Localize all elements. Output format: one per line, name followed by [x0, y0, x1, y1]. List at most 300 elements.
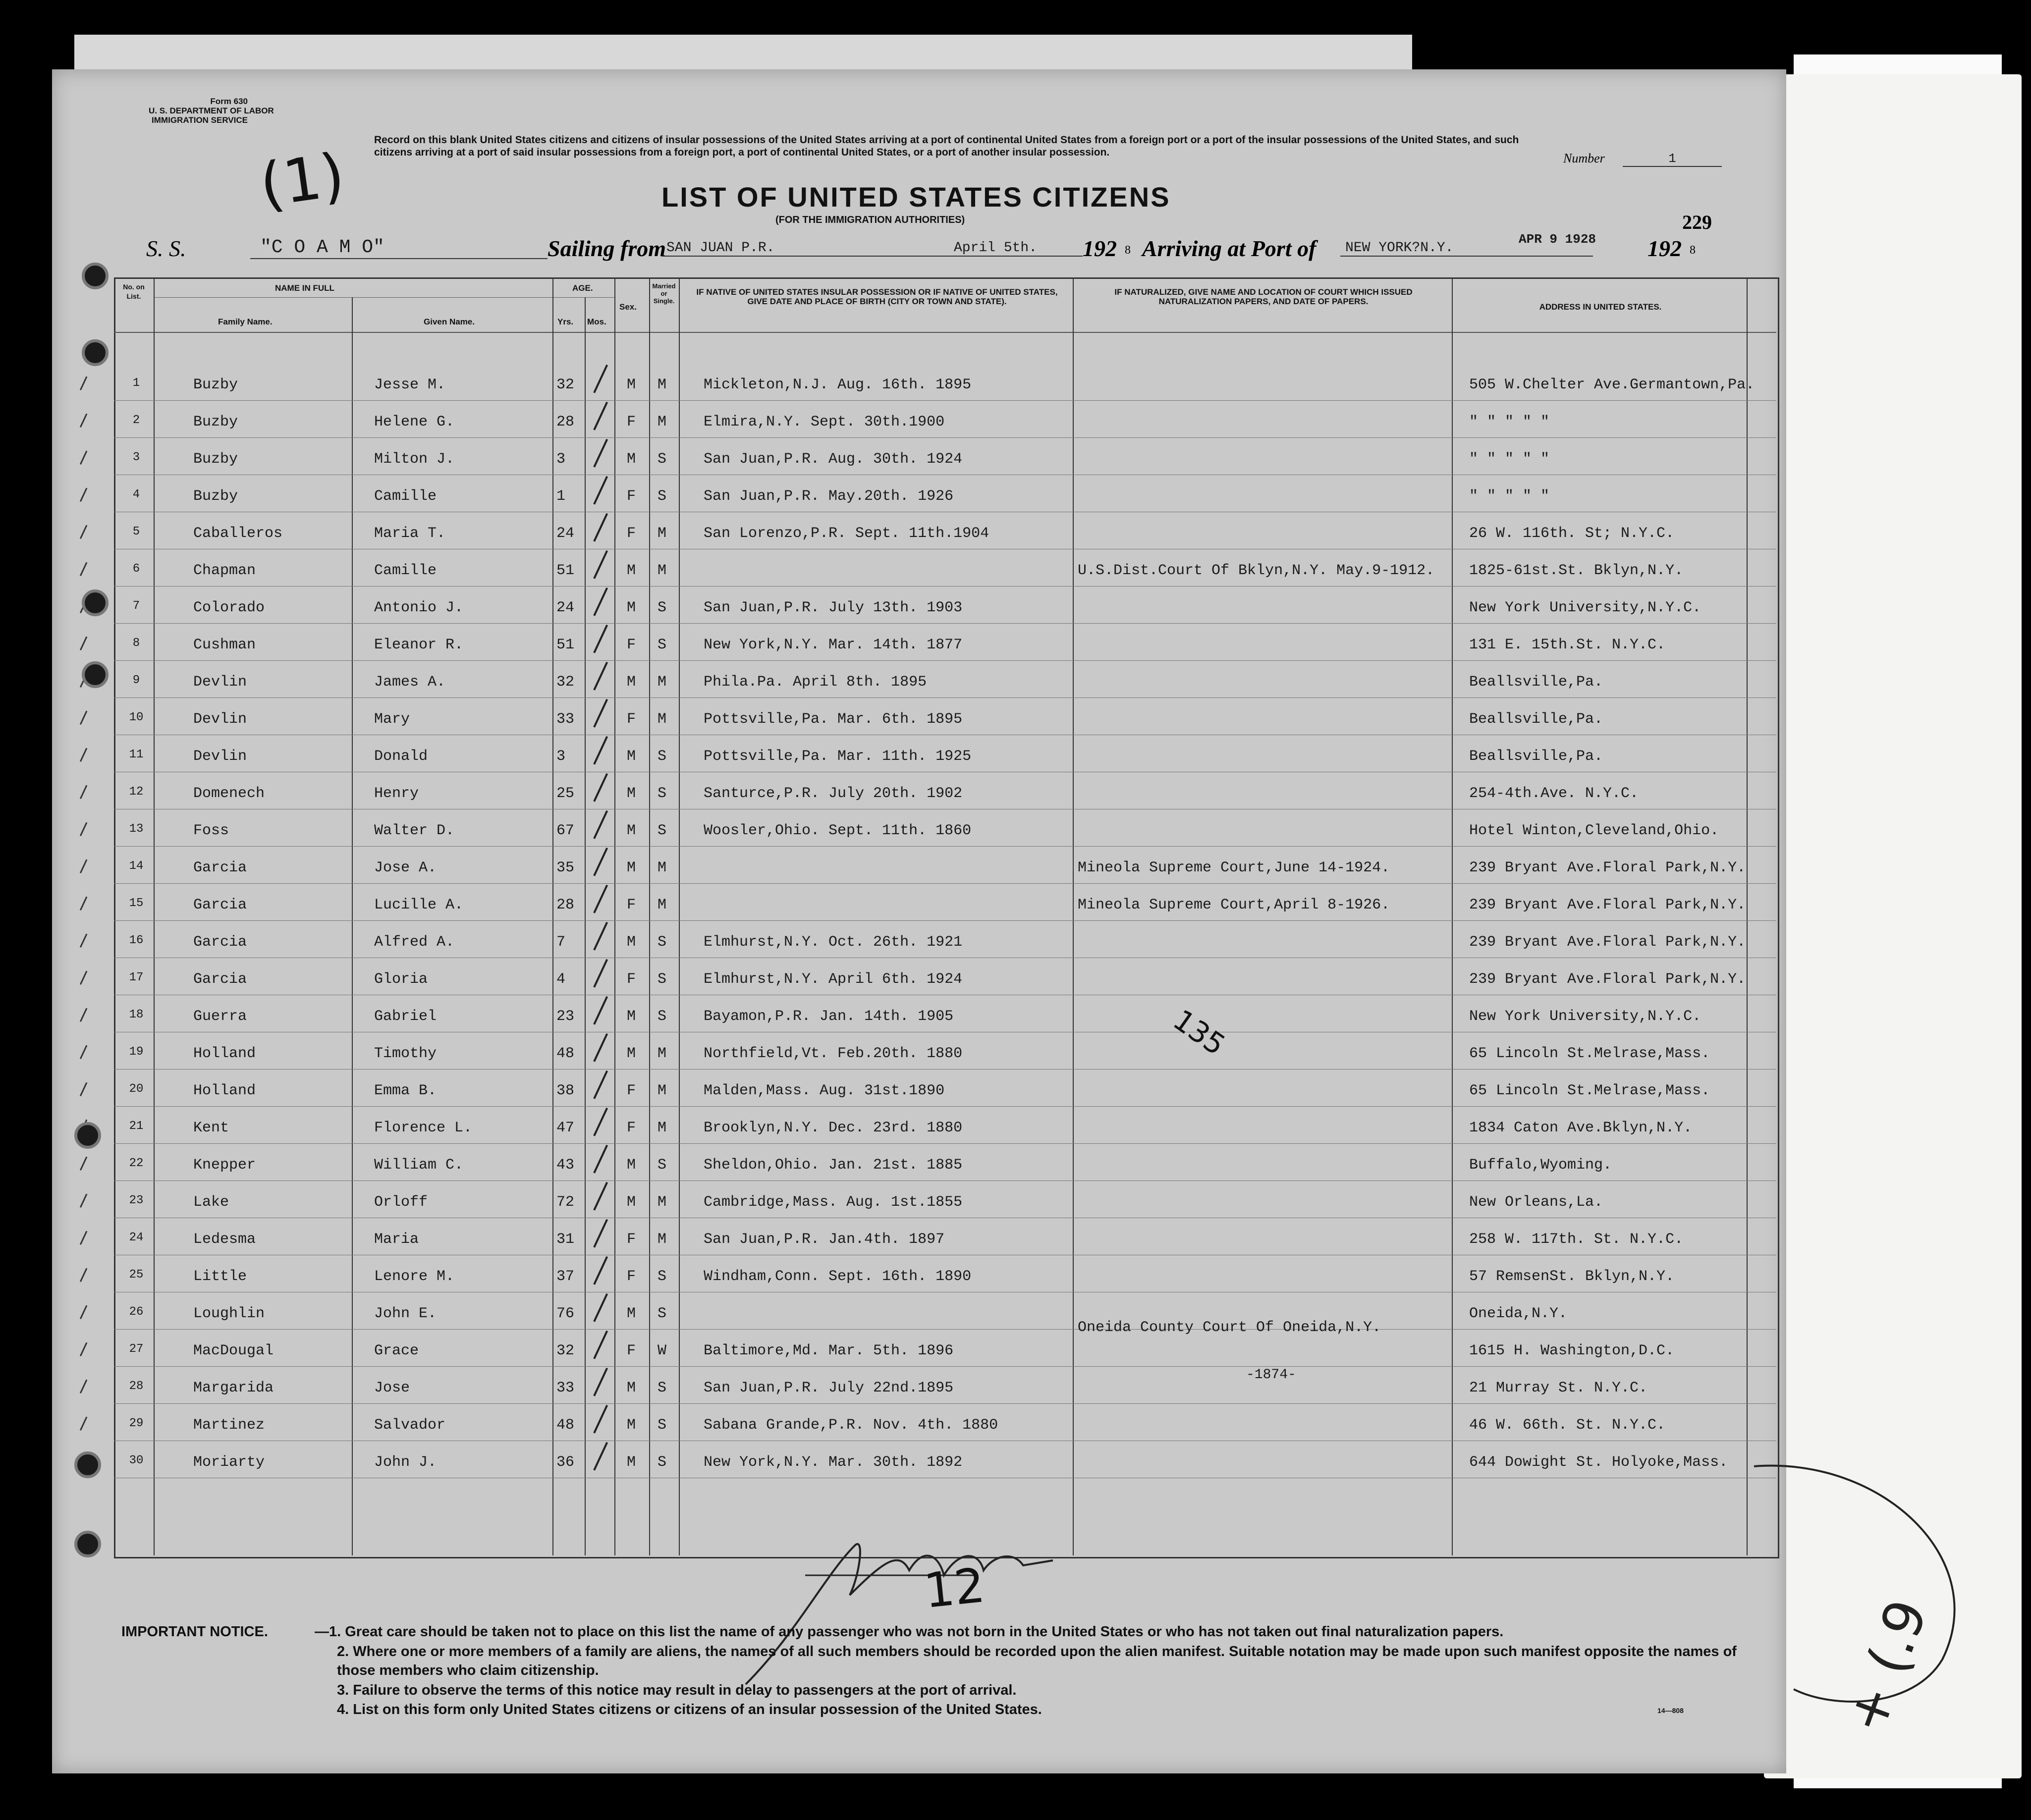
given-name: Timothy: [374, 1045, 437, 1062]
sex: M: [627, 1157, 636, 1174]
age-years: 24: [556, 525, 575, 542]
notice-item-4: 4. List on this form only United States citizens or citizens of an insular possession of the United States.: [337, 1702, 1042, 1717]
given-name: Lenore M.: [374, 1268, 455, 1285]
row-rule: [114, 1403, 1776, 1404]
row-number: 6: [132, 562, 140, 576]
row-rule: [114, 1366, 1776, 1367]
address: 239 Bryant Ave.Floral Park,N.Y.: [1469, 934, 1746, 951]
marital-status: S: [658, 1157, 667, 1174]
birth-place-date: Elmira,N.Y. Sept. 30th.1900: [704, 414, 945, 430]
marital-status: S: [658, 637, 667, 653]
address: Oneida,N.Y.: [1469, 1305, 1568, 1322]
row-number: 18: [129, 1008, 144, 1021]
given-name: Henry: [374, 785, 419, 802]
naturalization-court: U.S.Dist.Court Of Bklyn,N.Y. May.9-1912.: [1078, 562, 1435, 579]
birth-place-date: San Juan,P.R. Jan.4th. 1897: [704, 1231, 945, 1248]
birth-place-date: Woosler,Ohio. Sept. 11th. 1860: [704, 822, 972, 839]
row-number: 10: [129, 711, 144, 724]
row-number: 12: [129, 785, 144, 799]
sex: M: [627, 562, 636, 579]
given-name: Jose: [374, 1380, 410, 1396]
year-label-1: 192: [1083, 236, 1117, 261]
birth-place-date: Northfield,Vt. Feb.20th. 1880: [704, 1045, 963, 1062]
marital-status: S: [658, 1380, 667, 1396]
marital-status: M: [658, 414, 667, 430]
form-info: [149, 97, 274, 125]
page-subtitle: (FOR THE IMMIGRATION AUTHORITIES): [775, 214, 965, 225]
address: 131 E. 15th.St. N.Y.C.: [1469, 637, 1666, 653]
row-rule: [114, 883, 1776, 884]
address: New Orleans,La.: [1469, 1194, 1603, 1211]
birth-place-date: Elmhurst,N.Y. April 6th. 1924: [704, 971, 963, 988]
margin-tick: [72, 893, 88, 910]
sex: M: [627, 451, 636, 468]
birth-place-date: Pottsville,Pa. Mar. 11th. 1925: [704, 748, 972, 765]
marital-status: M: [658, 376, 667, 393]
margin-tick: [72, 856, 88, 873]
sex: F: [627, 525, 636, 542]
sex: M: [627, 934, 636, 951]
age-years: 35: [556, 859, 575, 876]
row-rule: [114, 623, 1776, 624]
row-rule: [114, 1180, 1776, 1181]
given-name: John E.: [374, 1305, 437, 1322]
naturalization-court: Oneida County Court Of Oneida,N.Y.: [1078, 1319, 1381, 1336]
family-name: Garcia: [193, 897, 247, 913]
family-name: Buzby: [193, 451, 238, 468]
marital-status: S: [658, 1008, 667, 1025]
family-name: Caballeros: [193, 525, 283, 542]
birth-place-date: Sabana Grande,P.R. Nov. 4th. 1880: [704, 1417, 998, 1434]
margin-tick: [72, 1376, 88, 1393]
binder-hole: [74, 1531, 101, 1557]
sex: F: [627, 488, 636, 505]
given-name: John J.: [374, 1454, 437, 1471]
given-name: Florence L.: [374, 1120, 473, 1136]
row-number: 19: [129, 1045, 144, 1059]
col-line: [154, 277, 155, 1555]
address: 239 Bryant Ave.Floral Park,N.Y.: [1469, 859, 1746, 876]
sex: M: [627, 859, 636, 876]
row-number: 5: [132, 525, 140, 538]
age-years: 67: [556, 822, 575, 839]
age-years: 33: [556, 1380, 575, 1396]
binder-hole: [74, 1451, 101, 1478]
row-number: 1: [132, 376, 140, 390]
margin-tick: [72, 484, 88, 502]
marital-status: S: [658, 1417, 667, 1434]
header-divider-line: [114, 332, 1776, 333]
birth-place-date: Mickleton,N.J. Aug. 16th. 1895: [704, 376, 972, 393]
sex: M: [627, 1454, 636, 1471]
given-name: Alfred A.: [374, 934, 455, 951]
row-number: 21: [129, 1120, 144, 1133]
col-header-given: Given Name.: [424, 317, 475, 326]
given-name: Donald: [374, 748, 428, 765]
marital-status: M: [658, 1120, 667, 1136]
row-number: 4: [132, 488, 140, 501]
birth-place-date: Santurce,P.R. July 20th. 1902: [704, 785, 963, 802]
sex: M: [627, 1008, 636, 1025]
row-number: 17: [129, 971, 144, 984]
age-years: 48: [556, 1045, 575, 1062]
margin-tick: [72, 744, 88, 762]
age-years: 23: [556, 1008, 575, 1025]
address: Beallsville,Pa.: [1469, 674, 1603, 691]
arrival-port: NEW YORK?N.Y.: [1340, 240, 1593, 257]
given-name: Maria: [374, 1231, 419, 1248]
family-name: Cushman: [193, 637, 256, 653]
year-digit-1: 8: [1125, 244, 1131, 257]
family-name: Garcia: [193, 971, 247, 988]
address: 258 W. 117th. St. N.Y.C.: [1469, 1231, 1684, 1248]
margin-tick: [72, 1041, 88, 1059]
sex: M: [627, 785, 636, 802]
margin-handwriting: + (.9: [1833, 1591, 1940, 1742]
row-number: 16: [129, 934, 144, 947]
row-number: 9: [132, 674, 140, 687]
marital-status: S: [658, 1454, 667, 1471]
row-number: 15: [129, 897, 144, 910]
row-number: 24: [129, 1231, 144, 1244]
family-name: Chapman: [193, 562, 256, 579]
margin-tick: [72, 447, 88, 465]
row-number: 27: [129, 1342, 144, 1356]
age-years: 28: [556, 414, 575, 430]
sex: F: [627, 1082, 636, 1099]
address: 65 Lincoln St.Melrase,Mass.: [1469, 1045, 1710, 1062]
age-years: 3: [556, 451, 566, 468]
binder-hole: [82, 661, 109, 688]
arriving-label: Arriving at Port of: [1142, 236, 1317, 261]
age-years: 38: [556, 1082, 575, 1099]
birth-place-date: Phila.Pa. April 8th. 1895: [704, 674, 927, 691]
age-years: 4: [556, 971, 566, 988]
birth-place-date: Malden,Mass. Aug. 31st.1890: [704, 1082, 945, 1099]
family-name: Guerra: [193, 1008, 247, 1025]
sex: F: [627, 711, 636, 728]
sex: M: [627, 1417, 636, 1434]
sex: M: [627, 1045, 636, 1062]
margin-tick: [72, 781, 88, 799]
address: 46 W. 66th. St. N.Y.C.: [1469, 1417, 1666, 1434]
family-name: Knepper: [193, 1157, 256, 1174]
handwritten-12: 12: [921, 1557, 988, 1619]
col-header-yrs: Yrs.: [557, 317, 574, 326]
col-header-family: Family Name.: [218, 317, 273, 326]
col-header-sex: Sex.: [619, 302, 637, 312]
page-number: 229: [1682, 211, 1712, 233]
sex: F: [627, 414, 636, 430]
address: 57 RemsenSt. Bklyn,N.Y.: [1469, 1268, 1675, 1285]
address: 21 Murray St. N.Y.C.: [1469, 1380, 1648, 1396]
sex: M: [627, 1380, 636, 1396]
family-name: Little: [193, 1268, 247, 1285]
year-label-2: 192: [1647, 236, 1682, 261]
given-name: Camille: [374, 488, 437, 505]
marital-status: M: [658, 1231, 667, 1248]
family-name: Foss: [193, 822, 229, 839]
birth-place-date: Brooklyn,N.Y. Dec. 23rd. 1880: [704, 1120, 963, 1136]
row-number: 7: [132, 599, 140, 613]
notice-item-1: —1. Great care should be taken not to place on this list the name of any passenger who was not born in the United States or who has not taken out final naturalization papers.: [315, 1624, 1504, 1640]
row-number: 3: [132, 451, 140, 464]
age-years: 31: [556, 1231, 575, 1248]
sex: F: [627, 1120, 636, 1136]
marital-status: S: [658, 748, 667, 765]
sailing-port: SAN JUAN P.R.: [661, 240, 944, 257]
age-years: 28: [556, 897, 575, 913]
age-years: 25: [556, 785, 575, 802]
row-number: 2: [132, 414, 140, 427]
birth-place-date: Sheldon,Ohio. Jan. 21st. 1885: [704, 1157, 963, 1174]
given-name: Salvador: [374, 1417, 446, 1434]
given-name: Lucille A.: [374, 897, 464, 913]
given-name: Jesse M.: [374, 376, 446, 393]
margin-tick: [72, 1413, 88, 1431]
handwritten-list-number: (1): [256, 140, 349, 221]
given-name: Helene G.: [374, 414, 455, 430]
margin-tick: [72, 1301, 88, 1319]
sex: F: [627, 897, 636, 913]
binder-hole: [82, 339, 109, 366]
row-number: 23: [129, 1194, 144, 1207]
row-number: 26: [129, 1305, 144, 1319]
family-name: Margarida: [193, 1380, 274, 1396]
sailing-date: April 5th.: [944, 240, 1083, 257]
family-name: Holland: [193, 1082, 256, 1099]
row-rule: [114, 1143, 1776, 1144]
marital-status: M: [658, 711, 667, 728]
row-rule: [114, 920, 1776, 921]
col-header-married: Married or Single.: [652, 282, 676, 305]
row-rule: [114, 660, 1776, 661]
birth-place-date: Elmhurst,N.Y. Oct. 26th. 1921: [704, 934, 963, 951]
binder-hole: [82, 589, 109, 616]
naturalization-court: Mineola Supreme Court,April 8-1926.: [1078, 897, 1390, 913]
ss-label: S. S.: [146, 236, 186, 261]
sex: M: [627, 599, 636, 616]
naturalization-court: Mineola Supreme Court,June 14-1924.: [1078, 859, 1390, 876]
margin-tick: [72, 1264, 88, 1282]
sex: F: [627, 637, 636, 653]
address: 65 Lincoln St.Melrase,Mass.: [1469, 1082, 1710, 1099]
family-name: Devlin: [193, 748, 247, 765]
marital-status: M: [658, 562, 667, 579]
col-header-age: AGE.: [572, 283, 593, 293]
col-header-name: NAME IN FULL: [275, 283, 334, 293]
marital-status: M: [658, 674, 667, 691]
stamp-135: 135: [1167, 1003, 1232, 1062]
family-name: Garcia: [193, 859, 247, 876]
address: 254-4th.Ave. N.Y.C.: [1469, 785, 1639, 802]
col-line: [614, 277, 615, 1555]
number-label: Number: [1563, 151, 1605, 165]
sex: F: [627, 971, 636, 988]
given-name: William C.: [374, 1157, 464, 1174]
address: Hotel Winton,Cleveland,Ohio.: [1469, 822, 1719, 839]
row-rule: [114, 1069, 1776, 1070]
margin-tick: [72, 818, 88, 836]
birth-place-date: San Juan,P.R. Aug. 30th. 1924: [704, 451, 963, 468]
address: 505 W.Chelter Ave.Germantown,Pa.: [1469, 376, 1755, 393]
margin-tick: [72, 558, 88, 576]
sailing-label: Sailing from: [548, 236, 666, 261]
address: New York University,N.Y.C.: [1469, 599, 1702, 616]
department: U. S. DEPARTMENT OF LABOR: [149, 106, 274, 115]
family-name: Garcia: [193, 934, 247, 951]
age-years: 72: [556, 1194, 575, 1211]
service: IMMIGRATION SERVICE: [152, 115, 248, 125]
marital-status: S: [658, 1268, 667, 1285]
sex: M: [627, 1305, 636, 1322]
marital-status: S: [658, 785, 667, 802]
sex: F: [627, 1342, 636, 1359]
col-line: [1073, 277, 1074, 1555]
marital-status: M: [658, 897, 667, 913]
margin-tick: [72, 930, 88, 948]
row-rule: [114, 400, 1776, 401]
marital-status: M: [658, 859, 667, 876]
address: 1615 H. Washington,D.C.: [1469, 1342, 1675, 1359]
sex: M: [627, 674, 636, 691]
birth-place-date: Cambridge,Mass. Aug. 1st.1855: [704, 1194, 963, 1211]
given-name: Gabriel: [374, 1008, 437, 1025]
row-number: 29: [129, 1417, 144, 1430]
margin-tick: [72, 707, 88, 725]
form-number: Form 630: [210, 97, 248, 106]
given-name: James A.: [374, 674, 446, 691]
row-number: 25: [129, 1268, 144, 1282]
marital-status: S: [658, 451, 667, 468]
family-name: Devlin: [193, 674, 247, 691]
row-rule: [114, 1329, 1776, 1330]
margin-tick: [72, 410, 88, 428]
given-name: Mary: [374, 711, 410, 728]
sex: F: [627, 1231, 636, 1248]
manifest-page: [52, 69, 1786, 1773]
sex: M: [627, 1194, 636, 1211]
col-header-no: No. on List.: [123, 283, 145, 300]
age-years: 32: [556, 674, 575, 691]
name-age-subheader-line: [154, 297, 614, 298]
age-years: 51: [556, 562, 575, 579]
age-years: 1: [556, 488, 566, 505]
col-line: [552, 277, 553, 1555]
birth-place-date: Baltimore,Md. Mar. 5th. 1896: [704, 1342, 954, 1359]
margin-tick: [72, 1338, 88, 1356]
row-number: 22: [129, 1157, 144, 1170]
age-years: 51: [556, 637, 575, 653]
family-name: Moriarty: [193, 1454, 265, 1471]
col-header-mos: Mos.: [587, 317, 606, 326]
row-rule: [114, 846, 1776, 847]
age-years: 37: [556, 1268, 575, 1285]
col-line: [1747, 277, 1748, 1555]
ship-name: "C O A M O": [250, 237, 548, 259]
col-line: [352, 297, 353, 1555]
number-value: 1: [1623, 151, 1722, 167]
marital-status: S: [658, 1305, 667, 1322]
age-years: 76: [556, 1305, 575, 1322]
col-line: [585, 297, 586, 1555]
family-name: MacDougal: [193, 1342, 274, 1359]
col-line: [649, 277, 650, 1555]
family-name: Holland: [193, 1045, 256, 1062]
marital-status: M: [658, 525, 667, 542]
age-years: 24: [556, 599, 575, 616]
marital-status: S: [658, 971, 667, 988]
instruction-text: Record on this blank United States citizens and citizens of insular possessions of the United States arriving at a port of continental United States from a foreign port or a port of the insular possessions of the United States, and such citizens arriving at a port of said insular possessions from a foreign port, a port of continental United States, or a port of another insular possession.: [374, 134, 1519, 158]
col-header-naturalized: IF NATURALIZED, GIVE NAME AND LOCATION OF COURT WHICH ISSUED NATURALIZATION PAPERS, AND DATE OF PAPERS.: [1114, 287, 1413, 306]
margin-tick: [72, 1190, 88, 1208]
age-years: 3: [556, 748, 566, 765]
margin-tick: [72, 633, 88, 650]
form-code: 14—808: [1657, 1707, 1684, 1714]
margin-tick: [72, 521, 88, 539]
row-number: 8: [132, 637, 140, 650]
birth-place-date: San Juan,P.R. July 22nd.1895: [704, 1380, 954, 1396]
col-header-address: ADDRESS IN UNITED STATES.: [1539, 302, 1662, 312]
address: 239 Bryant Ave.Floral Park,N.Y.: [1469, 897, 1746, 913]
address: " " " " ": [1469, 488, 1550, 505]
given-name: Eleanor R.: [374, 637, 464, 653]
margin-tick: [72, 1227, 88, 1245]
margin-tick: [72, 1078, 88, 1096]
margin-tick: [72, 1004, 88, 1022]
address: New York University,N.Y.C.: [1469, 1008, 1702, 1025]
marital-status: W: [658, 1342, 667, 1359]
given-name: Milton J.: [374, 451, 455, 468]
given-name: Grace: [374, 1342, 419, 1359]
col-header-birth: IF NATIVE OF UNITED STATES INSULAR POSSESSION OR IF NATIVE OF UNITED STATES, GIVE DATE AND PLACE OF BIRTH (CITY OR TOWN AND STATE).: [696, 287, 1058, 306]
family-name: Loughlin: [193, 1305, 265, 1322]
family-name: Buzby: [193, 488, 238, 505]
row-rule: [114, 697, 1776, 698]
age-years: 32: [556, 376, 575, 393]
binder-hole: [74, 1122, 101, 1149]
age-years: 36: [556, 1454, 575, 1471]
marital-status: S: [658, 599, 667, 616]
row-number: 14: [129, 859, 144, 873]
birth-place-date: New York,N.Y. Mar. 14th. 1877: [704, 637, 963, 653]
birth-place-date: Windham,Conn. Sept. 16th. 1890: [704, 1268, 972, 1285]
row-rule: [114, 1106, 1776, 1107]
col-line: [1452, 277, 1453, 1555]
row-number: 30: [129, 1454, 144, 1467]
birth-place-date: Bayamon,P.R. Jan. 14th. 1905: [704, 1008, 954, 1025]
birth-place-date: San Lorenzo,P.R. Sept. 11th.1904: [704, 525, 989, 542]
address: 644 Dowight St. Holyoke,Mass.: [1469, 1454, 1728, 1471]
col-line: [679, 277, 680, 1555]
marital-status: S: [658, 488, 667, 505]
binder-hole: [82, 263, 109, 289]
family-name: Lake: [193, 1194, 229, 1211]
notice-item-3: 3. Failure to observe the terms of this notice may result in delay to passengers at the port of arrival.: [337, 1682, 1017, 1698]
address: " " " " ": [1469, 451, 1550, 468]
given-name: Emma B.: [374, 1082, 437, 1099]
row-number: 20: [129, 1082, 144, 1096]
year-1874-annotation: -1874-: [1246, 1367, 1296, 1383]
given-name: Orloff: [374, 1194, 428, 1211]
given-name: Maria T.: [374, 525, 446, 542]
sex: M: [627, 376, 636, 393]
given-name: Walter D.: [374, 822, 455, 839]
row-number: 11: [129, 748, 144, 761]
marital-status: M: [658, 1082, 667, 1099]
notice-label: IMPORTANT NOTICE.: [121, 1624, 268, 1640]
sex: M: [627, 822, 636, 839]
